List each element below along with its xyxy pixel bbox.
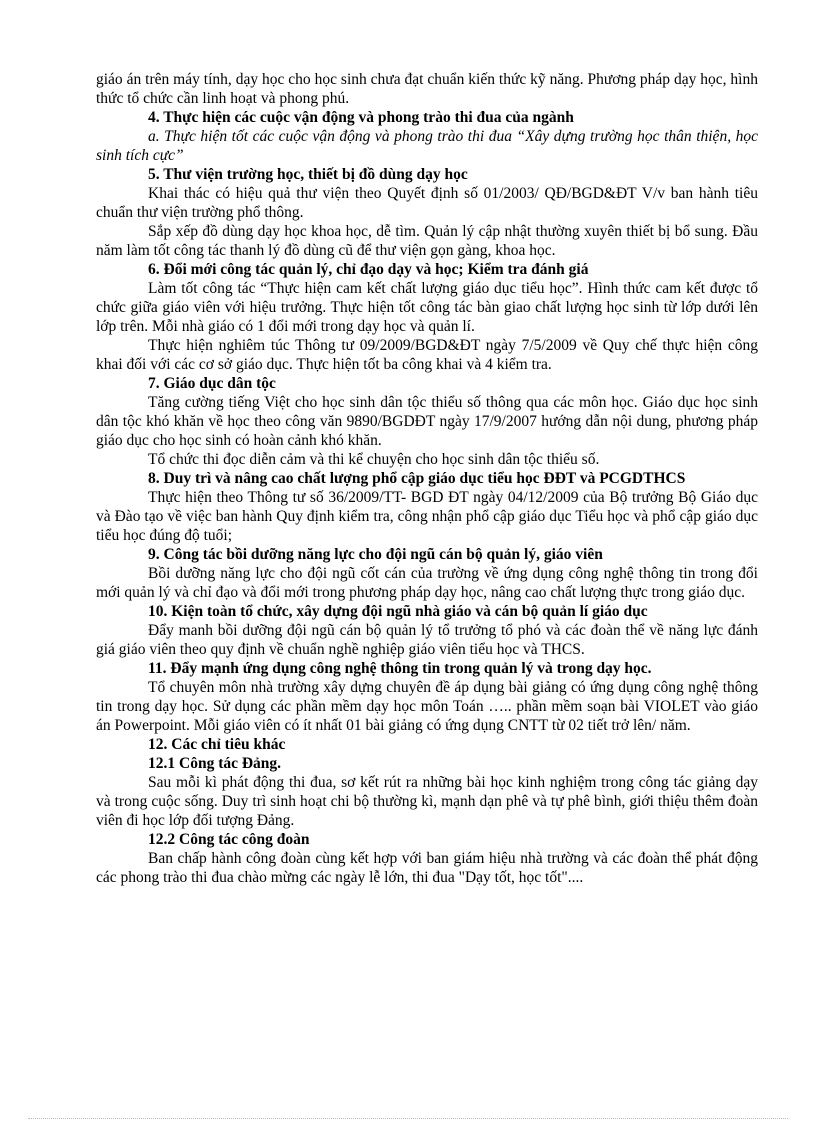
body-paragraph: Tổ chuyên môn nhà trường xây dựng chuyên đề áp dụng bài giảng có ứng dụng công nghệ thông tin trong dạy học. Sử dụng các phần mềm dạy học môn Toán ….. phần mềm soạn bài VIOLET vào giáo án Powerpoint. Mỗi giáo viên có ít nhất 01 bài giảng có ứng dụng CNTT từ 02 tiết trở lên/ năm.: [96, 679, 758, 734]
body-paragraph: Thực hiện nghiêm túc Thông tư 09/2009/BGD&ĐT ngày 7/5/2009 về Quy chế thực hiện công khai đối với các cơ sở giáo dục. Thực hiện tốt ba công khai và 4 kiểm tra.: [96, 337, 758, 373]
body-paragraph: Đẩy manh bồi dưỡng đội ngũ cán bộ quản lý tổ trưởng tổ phó và các đoàn thể về năng lực đánh giá giáo viên theo quy định về chuẩn nghề nghiệp giáo viên tiểu học và THCS.: [96, 622, 758, 658]
body-paragraph: giáo án trên máy tính, dạy học cho học sinh chưa đạt chuẩn kiến thức kỹ năng. Phương pháp dạy học, hình thức tổ chức cần linh hoạt và phong phú.: [96, 71, 758, 107]
body-paragraph: Ban chấp hành công đoàn cùng kết hợp với ban giám hiệu nhà trường và các đoàn thể phát động các phong trào thi đua chào mừng các ngày lễ lớn, thi đua "Dạy tốt, học tốt"....: [96, 850, 758, 886]
section-heading: 11. Đẩy mạnh ứng dụng công nghệ thông tin trong quản lý và trong dạy học.: [148, 660, 652, 677]
section-heading: 6. Đổi mới công tác quản lý, chỉ đạo dạy và học; Kiểm tra đánh giá: [148, 261, 589, 278]
body-paragraph: Tổ chức thi đọc diễn cảm và thi kể chuyện cho học sinh dân tộc thiểu số.: [148, 451, 600, 468]
body-paragraph: Khai thác có hiệu quả thư viện theo Quyết định số 01/2003/ QĐ/BGD&ĐT V/v ban hành tiêu chuẩn thư viện trường phổ thông.: [96, 185, 758, 221]
body-paragraph: Thực hiện theo Thông tư số 36/2009/TT- BGD ĐT ngày 04/12/2009 của Bộ trưởng Bộ Giáo dục và Đào tạo về việc ban hành Quy định kiểm tra, công nhận phổ cập giáo dục Tiểu học và phổ cập giáo dục tiểu học đúng độ tuổi;: [96, 489, 758, 544]
section-heading: 12. Các chỉ tiêu khác: [148, 736, 286, 753]
body-paragraph: Sắp xếp đồ dùng dạy học khoa học, dễ tìm. Quản lý cập nhật thường xuyên thiết bị bổ sung. Đầu năm làm tốt công tác thanh lý đồ dùng cũ để thư viện gọn gàng, khoa học.: [96, 223, 758, 259]
body-paragraph: Làm tốt công tác “Thực hiện cam kết chất lượng giáo dục tiểu học”. Hình thức cam kết được tổ chức giữa giáo viên với hiệu trưởng. Thực hiện tốt công tác bàn giao chất lượng học sinh từ lớp dưới lên lớp trên. Mỗi nhà giáo có 1 đổi mới trong dạy học và quản lí.: [96, 280, 758, 335]
section-heading: 5. Thư viện trường học, thiết bị đồ dùng dạy học: [148, 166, 468, 183]
section-heading: 9. Công tác bồi dưỡng năng lực cho đội ngũ cán bộ quản lý, giáo viên: [148, 546, 603, 563]
body-paragraph: Tăng cường tiếng Việt cho học sinh dân tộc thiểu số thông qua các môn học. Giáo dục học sinh dân tộc khó khăn về học theo công văn 9890/BGDĐT ngày 17/9/2007 hướng dẫn nội dung, phương pháp giáo dục cho học sinh có hoàn cảnh khó khăn.: [96, 394, 758, 449]
body-paragraph: Bồi dưỡng năng lực cho đội ngũ cốt cán của trường về ứng dụng công nghệ thông tin trong đổi mới quản lý và chỉ đạo và đổi mới trong phương pháp dạy học, nâng cao chất lượng thực trong giáo dục.: [96, 565, 758, 601]
section-heading: 4. Thực hiện các cuộc vận động và phong trào thi đua của ngành: [148, 109, 574, 126]
section-heading: 12.1 Công tác Đảng.: [148, 755, 282, 772]
section-heading: 10. Kiện toàn tổ chức, xây dựng đội ngũ nhà giáo và cán bộ quản lí giáo dục: [148, 603, 648, 620]
document-page: [96, 70, 758, 887]
body-paragraph: Sau mỗi kì phát động thi đua, sơ kết rút ra những bài học kinh nghiệm trong công tác giảng dạy và trong cuộc sống. Duy trì sinh hoạt chi bộ thường kì, mạnh dạn phê và tự phê bình, giới thiệu thêm đoàn viên đi học lớp đối tượng Đảng.: [96, 774, 758, 829]
page-bottom-divider: [28, 1118, 788, 1119]
subsection-italic: a. Thực hiện tốt các cuộc vận động và phong trào thi đua “Xây dựng trường học thân thiện, học sinh tích cực”: [96, 128, 758, 164]
section-heading: 8. Duy trì và nâng cao chất lượng phổ cập giáo dục tiểu học ĐĐT và PCGDTHCS: [148, 470, 686, 487]
section-heading: 12.2 Công tác công đoàn: [148, 831, 310, 848]
section-heading: 7. Giáo dục dân tộc: [148, 375, 276, 392]
